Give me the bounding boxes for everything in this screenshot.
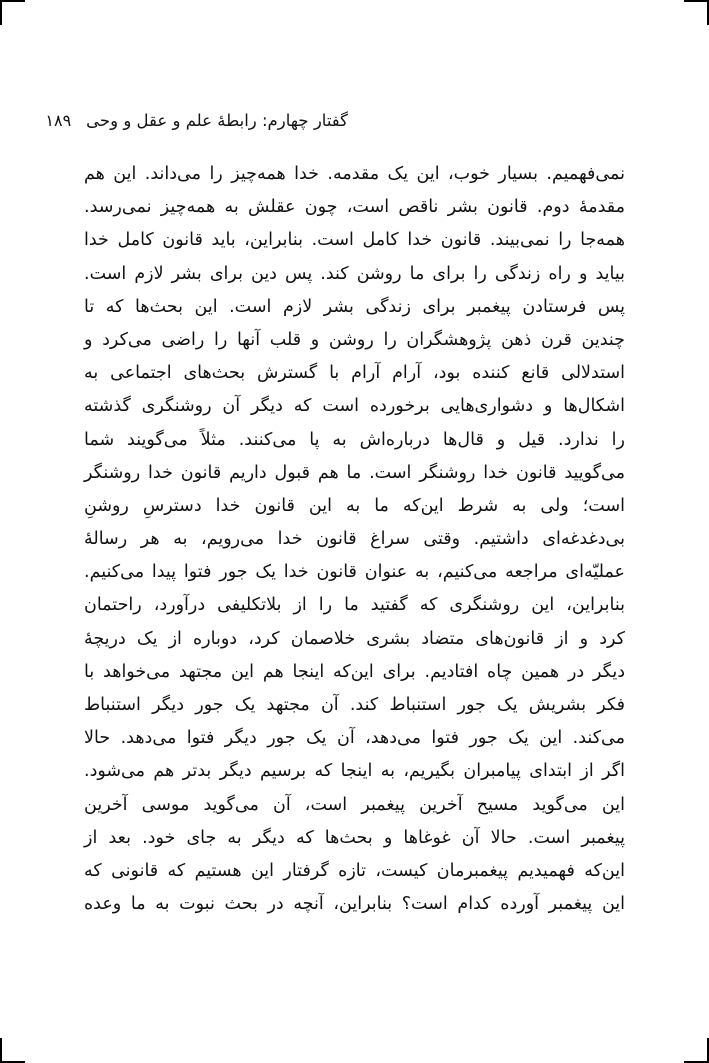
running-head (45, 108, 348, 134)
crop-mark-top-right (684, 0, 709, 25)
text-line: می‌کند. این یک جور فتوا می‌دهد، آن یک جور دیگر فتوا می‌دهد. حالا (84, 728, 625, 749)
text-line: استدلالی قانع کننده بود، آرام آرام با گسترش بحث‌های اجتماعی به (84, 363, 625, 384)
text-line: پیغمبر است. حالا آن غوغاها و بحث‌ها که دیگر به جای خود. بعد از (84, 827, 625, 848)
text-line: بی‌دغدغه‌ای داشتیم. وقتی سراغ قانون خدا می‌رویم، به هر رسالهٔ (84, 529, 625, 550)
text-line: اگر از ابتدای پیامبران بگیریم، به اینجا که برسیم دیگر بدتر هم می‌شود. (84, 761, 625, 782)
text-line: را ندارد. قیل و قال‌ها درباره‌اش به پا می‌کنند. مثلاً می‌گویند شما (84, 429, 625, 450)
crop-mark-bottom-left (0, 1038, 25, 1063)
text-line: است؛ ولی به شرط این‌که ما به این قانون خدا دسترسِ روشنِ (84, 495, 625, 516)
text-line: دیگر در همین چاه افتادیم. برای این‌که اینجا هم این مجتهد می‌خواهد با (84, 661, 625, 682)
text-line: فکر بشریش یک جور استنباط کند. آن مجتهد یک جور دیگر استنباط (84, 695, 625, 715)
text-line: این می‌گوید مسیح آخرین پیغمبر است، آن می‌گوید موسی آخرین (84, 794, 625, 815)
text-line: پس فرستادن پیغمبر برای زندگی بشر لازم است. این بحث‌ها که تا (84, 296, 625, 317)
text-line: این‌که فهمیدیم پیغمبرمان کیست، تازه گرفتار این هستیم که قانونی که (84, 860, 625, 881)
crop-mark-top-left (0, 0, 25, 25)
text-line: بیاید و راه زندگی را برای ما روشن کند. پس دین برای بشر لازم است. (84, 263, 625, 284)
text-line: می‌گویید قانون خدا روشنگر است. ما هم قبول داریم قانون خدا روشنگر (84, 462, 625, 483)
text-line: مقدمهٔ دوم. قانون بشر ناقص است، چون عقلش به همه‌چیز نمی‌رسد. (84, 197, 625, 218)
page-number: ۱۸۹ (45, 111, 72, 130)
crop-mark-bottom-right (684, 1038, 709, 1063)
chapter-title: گفتار چهارم: رابطهٔ علم و عقل و وحی (86, 111, 348, 130)
text-line: عملیّه‌ای مراجعه می‌کنیم، به عنوان قانون خدا یک جور فتوا پیدا می‌کنیم. (84, 562, 625, 583)
text-line: بنابراین، این روشنگری که گفتید ما را از بلاتکلیفی درآورد، راحتمان (84, 595, 625, 616)
text-line: کرد و از قانون‌های متضاد بشری خلاصمان کرد، دوباره از یک دریچهٔ (84, 628, 625, 649)
text-line: اشکال‌ها و دشواری‌هایی برخورده است که دیگر آن روشنگری گذشته (84, 396, 625, 417)
text-line: چندین قرن ذهن پژوهشگران را روشن و قلب آنها را راضی می‌کرد و (84, 329, 625, 350)
text-line: نمی‌فهمیم. بسیار خوب، این یک مقدمه. خدا همه‌چیز را می‌داند. این هم (84, 164, 625, 184)
text-line: این پیغمبر آورده کدام است؟ بنابراین، آنچه در بحث نبوت به ما وعده (84, 894, 625, 915)
text-line: همه‌جا را نمی‌بیند. قانون خدا کامل است. بنابراین، باید قانون کامل خدا (84, 230, 625, 251)
body-text (84, 158, 625, 921)
